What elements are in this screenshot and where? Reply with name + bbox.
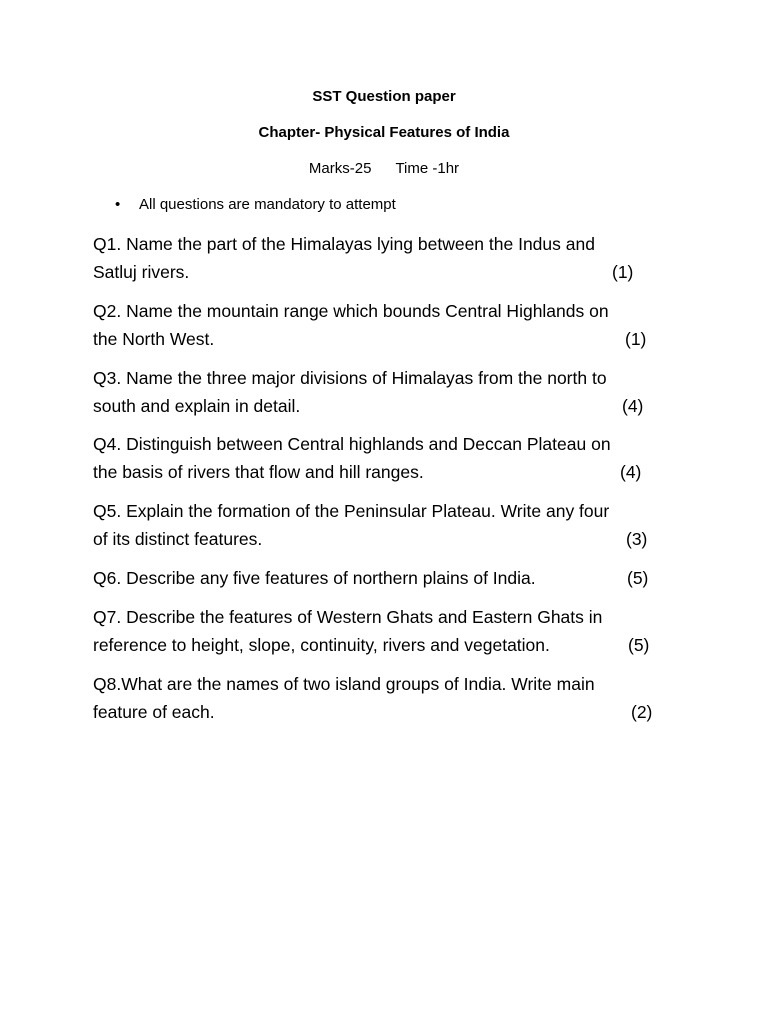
question-4: [93, 430, 642, 486]
question-8-line-1: Q8.What are the names of two island groups of India. Write main: [93, 674, 595, 694]
question-4-line-1: Q4. Distinguish between Central highlands and Deccan Plateau on: [93, 434, 611, 454]
question-1-marks: (1): [612, 262, 634, 282]
question-8: [93, 670, 653, 726]
question-2-line-1: Q2. Name the mountain range which bounds Central Highlands on: [93, 301, 609, 321]
question-2-line-2: [93, 325, 647, 353]
question-7: [93, 603, 650, 659]
question-5-line-2: [93, 525, 648, 553]
paper-title: SST Question paper: [312, 88, 456, 105]
question-3: [93, 364, 644, 420]
question-8-text-end: feature of each.: [93, 702, 215, 722]
chapter-heading: Chapter- Physical Features of India: [258, 124, 510, 141]
question-8-line-2: [93, 698, 653, 726]
question-3-text-end: south and explain in detail.: [93, 396, 301, 416]
question-1-line-2: [93, 258, 634, 286]
question-4-line-2: [93, 458, 642, 486]
question-7-line-1: Q7. Describe the features of Western Ghats and Eastern Ghats in: [93, 607, 603, 627]
question-4-marks: (4): [620, 462, 642, 482]
question-5-line-1: Q5. Explain the formation of the Peninsular Plateau. Write any four: [93, 501, 610, 521]
question-5: [93, 497, 648, 553]
question-1: [93, 230, 634, 286]
question-5-text-end: of its distinct features.: [93, 529, 263, 549]
question-3-line-1: Q3. Name the three major divisions of Himalayas from the north to: [93, 368, 607, 388]
question-8-marks: (2): [631, 702, 653, 722]
bullet-icon: •: [115, 196, 121, 213]
question-3-line-2: [93, 392, 644, 420]
marks-time-line: [0, 160, 768, 177]
question-6-text: Q6. Describe any five features of northern plains of India.: [93, 568, 536, 588]
question-7-line-2: [93, 631, 650, 659]
total-marks: Marks-25: [308, 160, 372, 177]
question-7-marks: (5): [628, 635, 650, 655]
question-6-line-1: [93, 564, 649, 592]
instruction-text: All questions are mandatory to attempt: [139, 196, 396, 213]
time-limit: Time -1hr: [395, 160, 460, 177]
question-2-marks: (1): [625, 329, 647, 349]
question-6-marks: (5): [627, 568, 649, 588]
question-7-text-end: reference to height, slope, continuity, rivers and vegetation.: [93, 635, 550, 655]
question-6: [93, 564, 649, 592]
question-1-line-1: Q1. Name the part of the Himalayas lying between the Indus and: [93, 234, 595, 254]
question-1-text-end: Satluj rivers.: [93, 262, 190, 282]
question-2-text-end: the North West.: [93, 329, 215, 349]
question-4-text-end: the basis of rivers that flow and hill ranges.: [93, 462, 424, 482]
instruction-item: [115, 196, 396, 213]
question-3-marks: (4): [622, 396, 644, 416]
question-2: [93, 297, 647, 353]
question-5-marks: (3): [626, 529, 648, 549]
